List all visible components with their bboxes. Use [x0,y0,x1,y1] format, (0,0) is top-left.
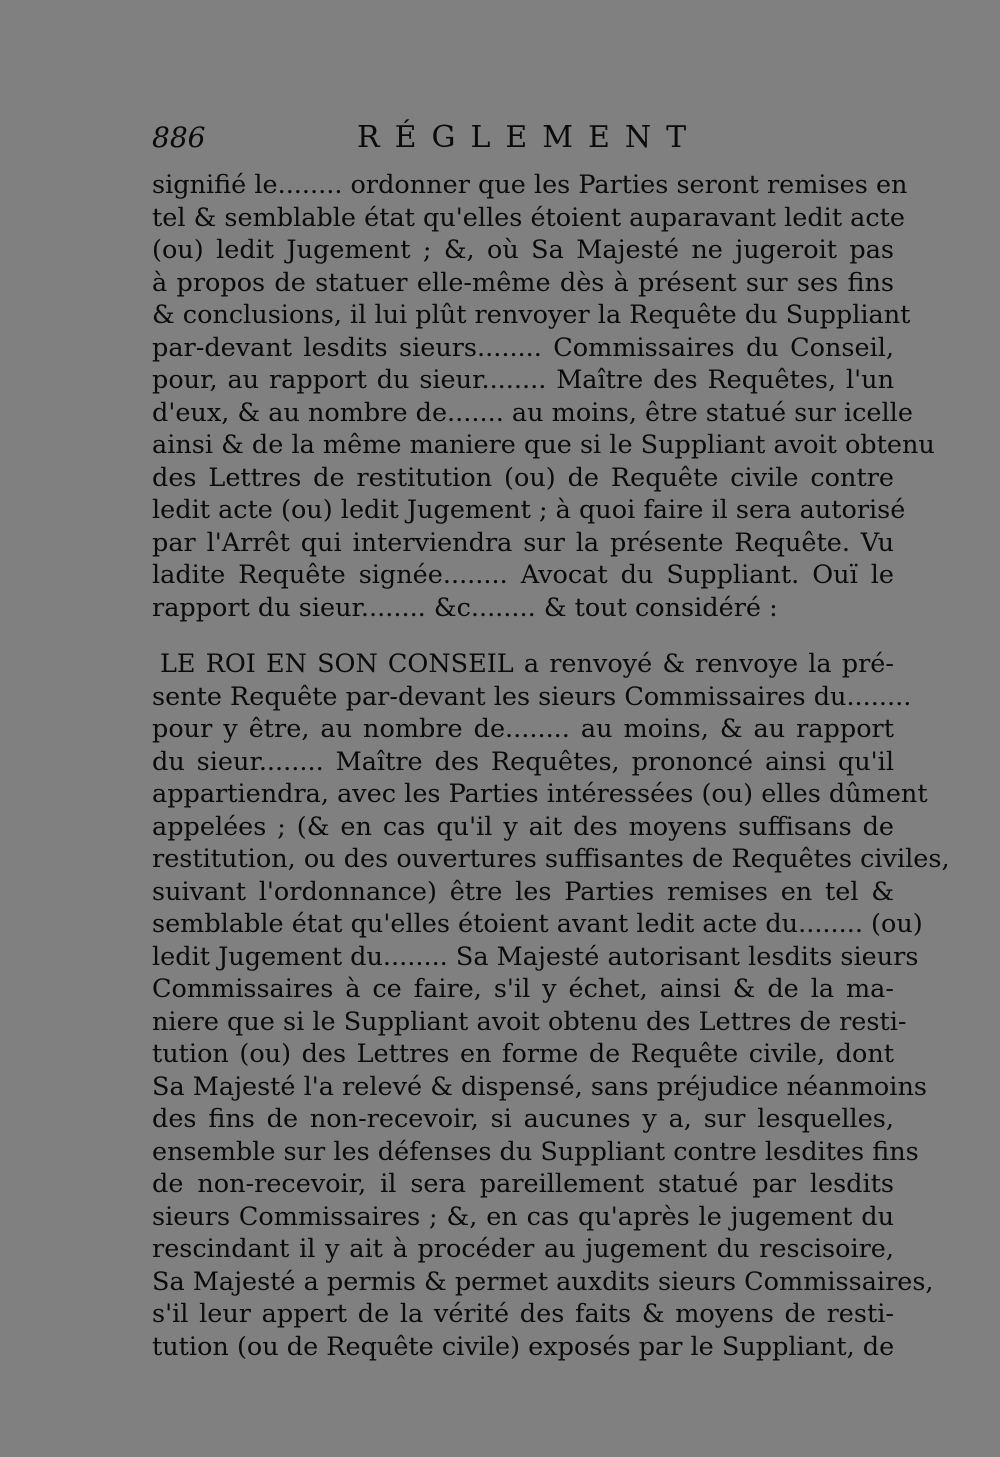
text-line: du sieur........ Maître des Requêtes, prononcé ainsi qu'il [152,746,894,777]
text-line: rapport du sieur........ &c........ & tout considéré : [152,592,778,623]
text-line: d'eux, & au nombre de....... au moins, être statué sur icelle [152,397,913,428]
text-line: tution (ou de Requête civile) exposés par le Suppliant, de [152,1331,895,1362]
running-title: RÉGLEMENT [357,120,702,155]
text-line: appelées ; (& en cas qu'il y ait des moyens suffisans de [152,811,894,842]
text-line: (ou) ledit Jugement ; &, où Sa Majesté ne jugeroit pas [152,235,894,265]
text-line: rescindant il y ait à procéder au jugement du rescisoire, [152,1234,894,1264]
page-header [152,120,892,164]
text-line: sente Requête par-devant les sieurs Commissaires du........ [152,681,912,712]
text-line: Commissaires à ce faire, s'il y échet, ainsi & de la ma- [152,974,894,1004]
text-line: LE ROI EN SON CONSEIL a renvoyé & renvoye la pré- [160,649,894,679]
text-line: ensemble sur les défenses du Suppliant contre lesdites fins [152,1136,919,1167]
text-line: appartiendra, avec les Parties intéressées (ou) elles dûment [152,779,928,809]
text-line: & conclusions, il lui plût renvoyer la Requête du Suppliant [152,300,911,330]
text-line: par-devant lesdits sieurs........ Commissaires du Conseil, [152,332,894,363]
text-line: par l'Arrêt qui interviendra sur la présente Requête. Vu [152,527,894,558]
text-line: restitution, ou des ouvertures suffisantes de Requêtes civiles, [152,844,950,874]
text-line: tel & semblable état qu'elles étoient auparavant ledit acte [152,202,905,233]
text-line: de non-recevoir, il sera pareillement statué par lesdits [152,1169,894,1199]
text-line: Sa Majesté l'a relevé & dispensé, sans préjudice néanmoins [152,1071,927,1102]
text-line: Sa Majesté a permis & permet auxdits sieurs Commissaires, [152,1266,934,1297]
text-line: signifié le........ ordonner que les Parties seront remises en [152,170,908,200]
paragraph-2 [152,648,950,1363]
text-line: s'il leur appert de la vérité des faits & moyens de resti- [152,1299,894,1329]
text-line: ainsi & de la même maniere que si le Suppliant avoit obtenu [152,430,935,460]
text-line: pour, au rapport du sieur........ Maître des Requêtes, l'un [152,365,894,395]
text-line: pour y être, au nombre de........ au moins, & au rapport [152,714,894,744]
text-line: ladite Requête signée........ Avocat du Suppliant. Ouï le [152,560,894,590]
text-line: sieurs Commissaires ; &, en cas qu'après le jugement du [152,1201,894,1232]
paragraph-1 [152,169,935,624]
text-line: des fins de non-recevoir, si aucunes y a, sur lesquelles, [152,1104,894,1134]
text-line: niere que si le Suppliant avoit obtenu des Lettres de resti- [152,1006,907,1037]
text-line: à propos de statuer elle-même dès à présent sur ses fins [152,267,894,298]
page-number: 886 [152,121,206,154]
text-line: des Lettres de restitution (ou) de Requête civile contre [152,462,894,493]
text-line: semblable état qu'elles étoient avant ledit acte du........ (ou) [152,909,923,939]
text-line: ledit Jugement du........ Sa Majesté autorisant lesdits sieurs [152,941,919,972]
text-line: tution (ou) des Lettres en forme de Requête civile, dont [152,1039,894,1069]
text-line: ledit acte (ou) ledit Jugement ; à quoi faire il sera autorisé [152,495,906,525]
text-line: suivant l'ordonnance) être les Parties remises en tel & [152,876,894,907]
